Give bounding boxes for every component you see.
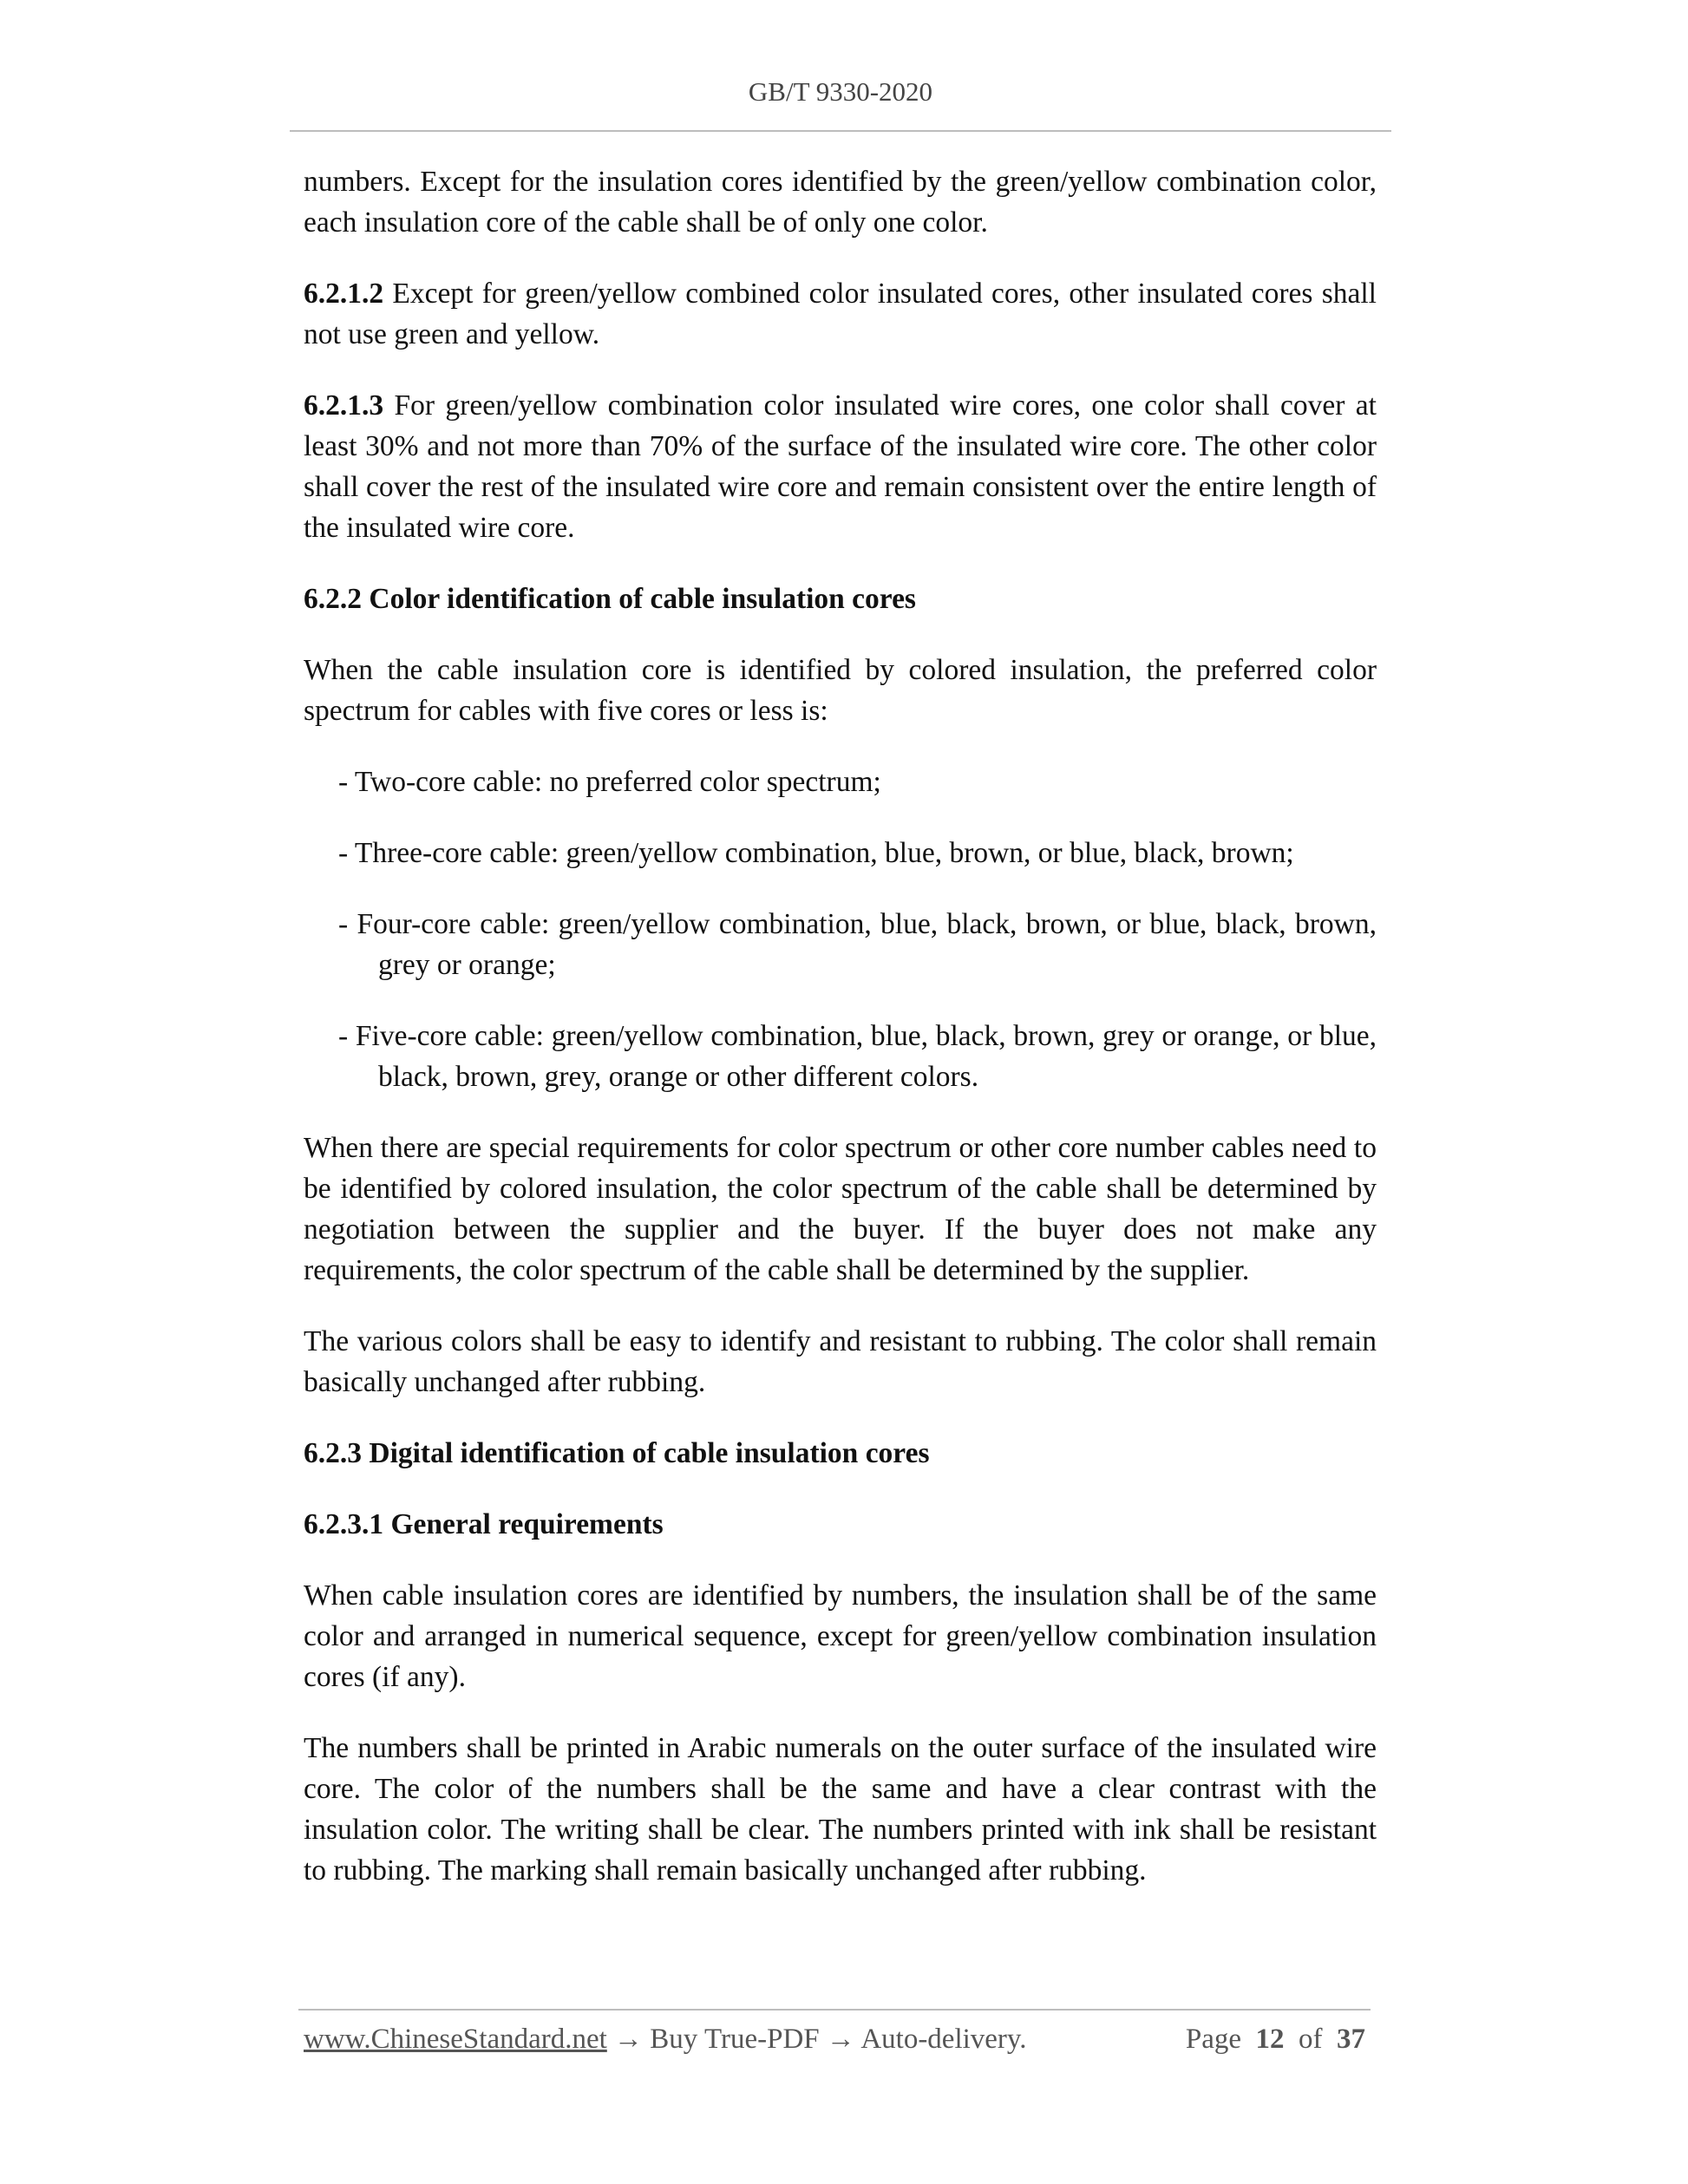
paragraph-rubbing: The various colors shall be easy to identify and resistant to rubbing. The color shall remain basically unchanged after rubbing. <box>304 1325 1377 1398</box>
list-item-three-core: - Three-core cable: green/yellow combination, blue, brown, or blue, black, brown; <box>338 837 1294 869</box>
clause-text: Except for green/yellow combined color insulated cores, other insulated cores shall not use green and yellow. <box>304 278 1377 350</box>
page-header-title: GB/T 9330-2020 <box>748 76 933 107</box>
document-body <box>304 161 1377 1921</box>
right-arrow-icon: → <box>826 2024 861 2055</box>
page-of-label: of <box>1299 2024 1323 2055</box>
list-item-two-core: - Two-core cable: no preferred color spectrum; <box>338 766 881 798</box>
chinese-standard-link[interactable]: www.ChineseStandard.net <box>304 2024 607 2055</box>
footer-promo <box>304 2024 1027 2056</box>
clause-number: 6.2.1.2 <box>304 278 384 310</box>
total-pages: 37 <box>1337 2024 1365 2055</box>
clause-6-2-1-2 <box>304 273 1377 355</box>
clause-text: For green/yellow combination color insulated wire cores, one color shall cover at least 30% and not more than 70% of the surface of the insulated wire core. The other color shall cover the rest of the insulated wire core and remain consistent over the entire length of the insulated wire core. <box>304 389 1377 544</box>
page-number <box>1186 2024 1365 2056</box>
heading-6-2-3: 6.2.3 Digital identification of cable insulation cores <box>304 1437 930 1469</box>
clause-6-2-1-3 <box>304 385 1377 548</box>
paragraph-numbers-printing: The numbers shall be printed in Arabic numerals on the outer surface of the insulated wire core. The color of the numbers shall be the same and have a clear contrast with the insulation color. The writing shall be clear. The numbers printed with ink shall be resistant to rubbing. The marking shall remain basically unchanged after rubbing. <box>304 1732 1377 1886</box>
heading-6-2-2: 6.2.2 Color identification of cable insulation cores <box>304 583 916 615</box>
heading-6-2-3-1: 6.2.3.1 General requirements <box>304 1508 664 1540</box>
current-page: 12 <box>1255 2024 1285 2055</box>
paragraph-special-requirements: When there are special requirements for color spectrum or other core number cables need to be identified by colored insulation, the color spectrum of the cable shall be determined by negotiation between the supplier and the buyer. If the buyer does not make any requirements, the color spectrum of the cable shall be determined by the supplier. <box>304 1132 1377 1286</box>
right-arrow-icon: → <box>614 2024 651 2055</box>
list-item-four-core: - Four-core cable: green/yellow combination, blue, black, brown, or blue, black, brown, grey or orange; <box>338 908 1377 981</box>
page-label: Page <box>1185 2024 1241 2055</box>
paragraph-numbers-general: When cable insulation cores are identified by numbers, the insulation shall be of the same color and arranged in numerical sequence, except for green/yellow combination insulation cores (if any). <box>304 1579 1377 1693</box>
header-divider <box>290 130 1391 132</box>
paragraph-6-2-2-intro: When the cable insulation core is identified by colored insulation, the preferred color spectrum for cables with five cores or less is: <box>304 654 1377 727</box>
footer-divider <box>298 2009 1371 2011</box>
page-footer <box>304 2024 1371 2067</box>
auto-delivery-text: Auto-delivery. <box>860 2024 1027 2055</box>
clause-number: 6.2.1.3 <box>304 389 384 422</box>
buy-true-pdf-text: Buy True-PDF <box>650 2024 820 2055</box>
intro-paragraph: numbers. Except for the insulation cores identified by the green/yellow combination color, each insulation core of the cable shall be of only one color. <box>304 166 1377 239</box>
list-item-five-core: - Five-core cable: green/yellow combination, blue, black, brown, grey or orange, or blue, black, brown, grey, orange or other different colors. <box>338 1020 1377 1093</box>
